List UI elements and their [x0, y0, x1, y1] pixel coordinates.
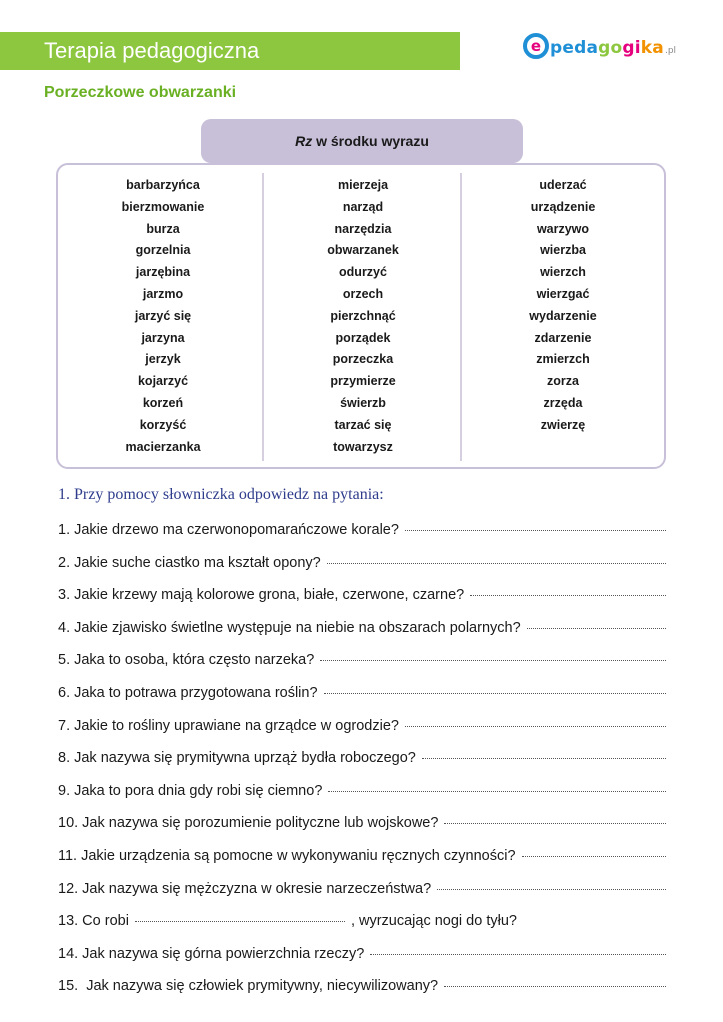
question-row	[58, 848, 666, 864]
word-item: wierzch	[540, 265, 586, 280]
word-item: wierzgać	[536, 286, 590, 301]
page-header: Terapia pedagogiczna	[0, 32, 460, 70]
question-text-suffix: , wyrzucając nogi do tyłu?	[350, 913, 517, 930]
question-row	[58, 620, 666, 636]
word-item: odurzyć	[339, 265, 387, 280]
question-row	[58, 913, 517, 929]
word-box-title	[201, 119, 523, 163]
column-divider	[460, 173, 462, 461]
question-text: 4. Jakie zjawisko świetlne występuje na niebie na obszarach polarnych?	[58, 619, 521, 636]
word-item: jarzmo	[142, 286, 184, 301]
question-text: 11. Jakie urządzenia są pomocne w wykonywaniu ręcznych czynności?	[58, 848, 516, 864]
question-row	[58, 718, 666, 734]
word-item: gorzelnia	[135, 243, 191, 258]
word-item: wierzba	[540, 243, 586, 258]
question-row	[58, 881, 666, 897]
word-item: obwarzanek	[327, 243, 399, 258]
question-text: 7. Jakie to rośliny uprawiane na grządce w ogrodzie?	[58, 717, 399, 734]
word-item: narząd	[342, 199, 384, 214]
word-column-3	[463, 175, 663, 437]
word-item: burza	[146, 221, 180, 236]
answer-line[interactable]	[327, 562, 666, 564]
word-item: warzywo	[536, 221, 590, 236]
question-row	[58, 815, 666, 831]
word-item: jerzyk	[145, 352, 181, 367]
answer-line[interactable]	[437, 888, 666, 890]
rz-label: Rz	[295, 133, 313, 149]
question-text: 9. Jaka to pora dnia gdy robi się ciemno?	[58, 782, 323, 799]
word-item: zrzęda	[543, 395, 583, 410]
question-text: 2. Jakie suche ciastko ma kształt opony?	[58, 554, 321, 571]
word-item: urządzenie	[530, 199, 596, 214]
answer-line[interactable]	[422, 757, 666, 759]
word-item: towarzysz	[333, 439, 393, 454]
word-column-2	[263, 175, 463, 458]
question-row	[58, 555, 666, 571]
question-text: 5. Jaka to osoba, która często narzeka?	[58, 652, 315, 669]
question-text: 3. Jakie krzewy mają kolorowe grona, białe, czerwone, czarne?	[58, 587, 465, 604]
answer-line[interactable]	[444, 985, 666, 987]
answer-line[interactable]	[135, 920, 345, 922]
word-item: przymierze	[330, 374, 396, 389]
question-text: 15. Jak nazywa się człowiek prymitywny, niecywilizowany?	[58, 978, 439, 995]
answer-line[interactable]	[405, 529, 666, 531]
word-column-1	[63, 175, 263, 458]
question-row	[58, 652, 666, 668]
logo-domain: .pl	[664, 46, 677, 56]
word-box-title-rest: w środku wyrazu	[312, 133, 429, 149]
word-item: uderzać	[539, 178, 587, 192]
word-item: zwierzę	[540, 417, 586, 432]
question-row	[58, 783, 666, 799]
answer-line[interactable]	[405, 725, 666, 727]
question-text: 13. Co robi	[58, 913, 129, 930]
question-row	[58, 750, 666, 766]
word-item: korzeń	[142, 395, 184, 410]
word-item: bierzmowanie	[121, 199, 205, 214]
answer-line[interactable]	[324, 692, 666, 694]
task-heading: 1. Przy pomocy słowniczka odpowiedz na pytania:	[58, 486, 384, 503]
question-row	[58, 685, 666, 701]
question-row	[58, 522, 666, 538]
word-item: narzędzia	[334, 221, 392, 236]
answer-line[interactable]	[522, 855, 666, 857]
epedagogika-logo	[523, 30, 676, 66]
question-text: 6. Jaka to potrawa przygotowana roślin?	[58, 685, 318, 701]
word-item: zorza	[547, 374, 579, 389]
question-row	[58, 978, 666, 994]
question-text: 8. Jak nazywa się prymitywna uprząż bydła roboczego?	[58, 750, 416, 767]
answer-line[interactable]	[527, 627, 666, 629]
word-item: świerzb	[340, 395, 386, 410]
logo-e-icon: e	[523, 33, 549, 59]
worksheet-title: Porzeczkowe obwarzanki	[44, 84, 237, 101]
word-item: wydarzenie	[529, 308, 597, 323]
answer-line[interactable]	[320, 659, 666, 661]
answer-line[interactable]	[470, 594, 666, 596]
word-item: macierzanka	[125, 439, 201, 454]
word-list-box	[56, 163, 666, 469]
word-item: porządek	[335, 330, 391, 345]
word-item: jarzębina	[135, 265, 191, 280]
question-row	[58, 946, 666, 962]
word-item: porzeczka	[332, 352, 394, 367]
word-item: pierzchnąć	[330, 308, 396, 323]
word-item: zmierzch	[536, 352, 590, 367]
word-item: kojarzyć	[137, 374, 189, 389]
question-text: 1. Jakie drzewo ma czerwonopomarańczowe korale?	[58, 522, 399, 538]
word-item: orzech	[342, 286, 384, 301]
word-item: barbarzyńca	[126, 178, 200, 192]
answer-line[interactable]	[444, 822, 666, 824]
question-row	[58, 587, 666, 603]
word-item: korzyść	[139, 417, 187, 432]
word-item: jarzyć się	[134, 308, 192, 323]
word-item: jarzyna	[141, 330, 185, 345]
question-text: 10. Jak nazywa się porozumienie polityczne lub wojskowe?	[58, 815, 439, 832]
answer-line[interactable]	[328, 790, 666, 792]
answer-line[interactable]	[370, 953, 666, 955]
logo-text: pedagogika	[550, 38, 664, 58]
question-text: 14. Jak nazywa się górna powierzchnia rzeczy?	[58, 945, 365, 962]
word-item: mierzeja	[337, 178, 389, 192]
word-item: tarzać się	[334, 417, 392, 432]
word-item: zdarzenie	[534, 330, 592, 345]
question-text: 12. Jak nazywa się mężczyzna w okresie narzeczeństwa?	[58, 880, 432, 897]
